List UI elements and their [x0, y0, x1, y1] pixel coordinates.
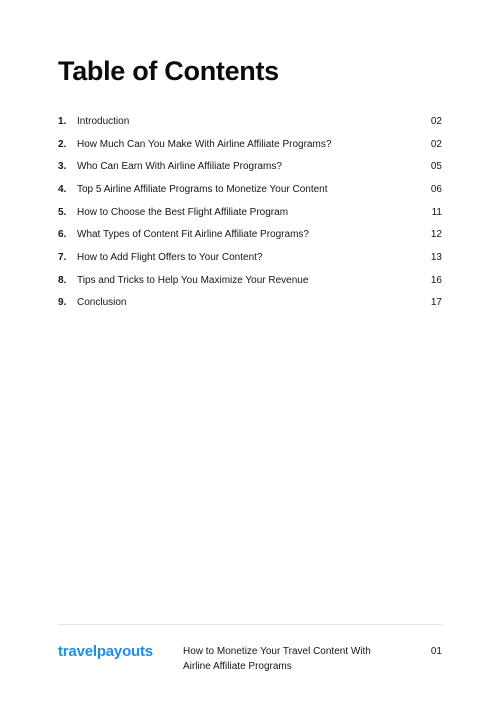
toc-item-page: 16 [430, 274, 442, 286]
toc-item-number: 9. [58, 297, 67, 309]
toc-item[interactable] [58, 223, 442, 246]
toc-item-number: 6. [58, 229, 67, 241]
toc-item[interactable] [58, 269, 442, 292]
toc-item[interactable] [58, 246, 442, 269]
toc-item-page: 11 [431, 206, 442, 218]
toc-item[interactable] [58, 155, 442, 178]
table-of-contents [58, 110, 442, 314]
toc-item-page: 02 [430, 115, 442, 127]
toc-item-page: 13 [430, 251, 442, 263]
page-title: Table of Contents [58, 56, 279, 86]
footer-document-title-line1: How to Monetize Your Travel Content With [183, 646, 371, 657]
toc-item-number: 1. [58, 115, 67, 127]
footer-divider [58, 624, 442, 625]
toc-item-title: How to Add Flight Offers to Your Content? [77, 251, 263, 263]
toc-item-title: Introduction [77, 115, 130, 127]
toc-item-number: 4. [58, 183, 67, 195]
toc-item-page: 06 [430, 183, 442, 195]
toc-item-number: 5. [58, 206, 67, 218]
toc-item-title: What Types of Content Fit Airline Affiliate Programs? [77, 229, 309, 241]
toc-item-number: 3. [58, 161, 67, 173]
toc-item[interactable] [58, 178, 442, 201]
footer-document-title [183, 645, 393, 674]
toc-item-page: 05 [430, 161, 442, 173]
toc-item-page: 02 [430, 138, 442, 150]
toc-item-page: 17 [430, 297, 442, 309]
toc-item-number: 8. [58, 274, 67, 286]
toc-item-title: Top 5 Airline Affiliate Programs to Monetize Your Content [77, 183, 328, 195]
toc-item[interactable] [58, 110, 442, 133]
toc-item-title: Conclusion [77, 297, 127, 309]
toc-item-number: 7. [58, 251, 67, 263]
footer-document-title-line2: Airline Affiliate Programs [183, 660, 292, 672]
toc-item[interactable] [58, 292, 442, 315]
toc-item-title: How Much Can You Make With Airline Affiliate Programs? [77, 138, 332, 150]
toc-item[interactable] [58, 133, 442, 156]
toc-item-title: Tips and Tricks to Help You Maximize Your Revenue [77, 274, 309, 286]
toc-item-number: 2. [58, 138, 67, 150]
travelpayouts-logo: travelpayouts [58, 643, 153, 660]
toc-item-title: How to Choose the Best Flight Affiliate Program [77, 206, 289, 218]
page-number: 01 [430, 646, 442, 657]
toc-item-page: 12 [430, 229, 442, 241]
toc-item-title: Who Can Earn With Airline Affiliate Programs? [77, 161, 282, 173]
toc-item[interactable] [58, 201, 442, 224]
